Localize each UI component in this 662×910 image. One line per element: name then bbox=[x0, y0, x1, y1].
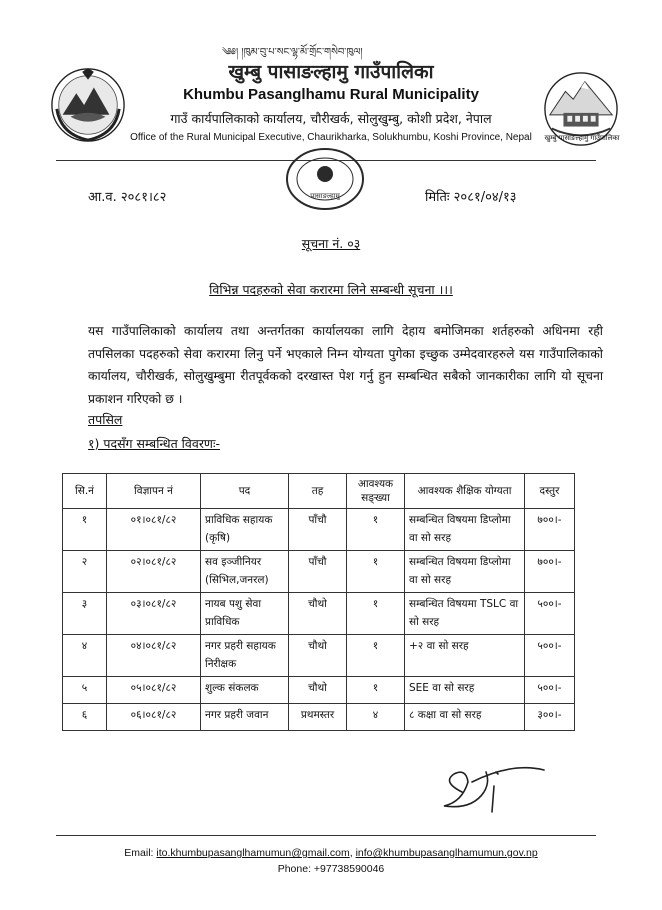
logo-caption: खुम्बु पासाङल्हामु गाउँपालिका bbox=[544, 134, 620, 142]
svg-text:पासाङल्हामु: पासाङल्हामु bbox=[310, 192, 340, 200]
header-count: आवश्यक सङ्ख्या bbox=[347, 474, 405, 509]
signature bbox=[432, 752, 552, 822]
cell-count: १ bbox=[347, 509, 405, 551]
cell-level: चौथो bbox=[289, 635, 347, 677]
cell-qualification: सम्बन्धित विषयमा डिप्लोमा वा सो सरह bbox=[405, 551, 525, 593]
cell-sn: ४ bbox=[63, 635, 107, 677]
footer-phone: Phone: +97738590046 bbox=[277, 863, 385, 875]
municipality-name-nepali: खुम्बु पासाङल्हामु गाउँपालिका bbox=[228, 61, 434, 83]
cell-fee: ५००।- bbox=[525, 593, 575, 635]
cell-fee: ३००।- bbox=[525, 704, 575, 731]
municipality-name-english: Khumbu Pasanglhamu Rural Municipality bbox=[183, 86, 479, 103]
cell-count: १ bbox=[347, 677, 405, 704]
table-row bbox=[63, 704, 575, 731]
cell-fee: ५००।- bbox=[525, 677, 575, 704]
email-link-info[interactable]: info@khumbupasanglhamumun.gov.np bbox=[355, 847, 538, 859]
office-address-nepali: गाउँ कार्यपालिकाको कार्यालय, चौरीखर्क, सोलुखुम्बु, कोशी प्रदेश, नेपाल bbox=[170, 111, 492, 126]
cell-sn: ६ bbox=[63, 704, 107, 731]
cell-post: नगर प्रहरी सहायक निरीक्षक bbox=[201, 635, 289, 677]
footer-email-line bbox=[0, 845, 662, 861]
cell-sn: १ bbox=[63, 509, 107, 551]
notice-number: सूचना नं. ०३ bbox=[301, 236, 361, 251]
email-label: Email: bbox=[124, 847, 154, 859]
cell-qualification: सम्बन्धित विषयमा TSLC वा सो सरह bbox=[405, 593, 525, 635]
cell-post: सव इञ्जीनियर (सिभिल,जनरल) bbox=[201, 551, 289, 593]
cell-qualification: +२ वा सो सरह bbox=[405, 635, 525, 677]
header-post: पद bbox=[201, 474, 289, 509]
cell-qualification: ८ कक्षा वा सो सरह bbox=[405, 704, 525, 731]
cell-post: नगर प्रहरी जवान bbox=[201, 704, 289, 731]
notice-body: यस गाउँपालिकाको कार्यालय तथा अन्तर्गतका कार्यालयका लागि देहाय बमोजिमका शर्तहरुको अधिनमा रही तपसिलका पदहरुको सेवा करारमा लिनु पर्ने भएकाले निम्न योग्यता पुगेका इच्छुक उम्मेदवारहरुले यस गाउँपालिकाको कार्यालय, चौरीखर्क, सोलुखुम्बुमा रीतपूर्वकको दरखास्त पेश गर्नु हुन सम्बन्धित सबैको जानकारीका लागि यो सूचना प्रकाशन गरिएको छ । bbox=[88, 324, 603, 406]
schedule-label: तपसिल bbox=[88, 412, 123, 427]
cell-post: नायब पशु सेवा प्राविधिक bbox=[201, 593, 289, 635]
cell-count: १ bbox=[347, 593, 405, 635]
table-row bbox=[63, 509, 575, 551]
footer-contact bbox=[0, 845, 662, 877]
header-qualification: आवश्यक शैक्षिक योग्यता bbox=[405, 474, 525, 509]
cell-post: प्राविधिक सहायक (कृषि) bbox=[201, 509, 289, 551]
cell-level: पाँचौ bbox=[289, 551, 347, 593]
table-row bbox=[63, 677, 575, 704]
cell-ad-no: ०५।०८१/८२ bbox=[107, 677, 201, 704]
cell-level: चौथो bbox=[289, 593, 347, 635]
cell-qualification: सम्बन्धित विषयमा डिप्लोमा वा सो सरह bbox=[405, 509, 525, 551]
table-row bbox=[63, 593, 575, 635]
cell-ad-no: ०१।०८१/८२ bbox=[107, 509, 201, 551]
header-sn: सि.नं bbox=[63, 474, 107, 509]
cell-sn: २ bbox=[63, 551, 107, 593]
email-link-ito[interactable]: ito.khumbupasanglhamumun@gmail.com bbox=[156, 847, 350, 859]
cell-level: चौथो bbox=[289, 677, 347, 704]
cell-sn: ३ bbox=[63, 593, 107, 635]
posts-table bbox=[62, 473, 575, 731]
cell-ad-no: ०३।०८१/८२ bbox=[107, 593, 201, 635]
cell-post: शुल्क संकलक bbox=[201, 677, 289, 704]
footer-divider bbox=[56, 835, 596, 836]
official-seal-stamp bbox=[282, 144, 368, 214]
cell-ad-no: ०४।०८१/८२ bbox=[107, 635, 201, 677]
email-separator: , bbox=[349, 847, 353, 859]
cell-qualification: SEE वा सो सरह bbox=[405, 677, 525, 704]
cell-fee: ५००।- bbox=[525, 635, 575, 677]
issue-date: मितिः २०८१/०४/१३ bbox=[425, 190, 517, 205]
table-row bbox=[63, 635, 575, 677]
table-row bbox=[63, 551, 575, 593]
tibetan-line: ༄༅། །ཁུམ་བུ་པ་སང་ལྷ་མོ་གྲོང་གསེབ་ཁུལ། bbox=[222, 47, 363, 58]
cell-count: १ bbox=[347, 635, 405, 677]
cell-count: ४ bbox=[347, 704, 405, 731]
cell-ad-no: ०६।०८१/८२ bbox=[107, 704, 201, 731]
cell-fee: ७००।- bbox=[525, 509, 575, 551]
cell-level: पाँचौ bbox=[289, 509, 347, 551]
header-fee: दस्तुर bbox=[525, 474, 575, 509]
header-level: तह bbox=[289, 474, 347, 509]
header-ad-no: विज्ञापन नं bbox=[107, 474, 201, 509]
cell-sn: ५ bbox=[63, 677, 107, 704]
office-address-english: Office of the Rural Municipal Executive, Chaurikharka, Solukhumbu, Koshi Province, Nepal bbox=[130, 132, 532, 143]
cell-count: १ bbox=[347, 551, 405, 593]
cell-fee: ७००।- bbox=[525, 551, 575, 593]
table-header-row bbox=[63, 474, 575, 509]
notice-subject: विभिन्न पदहरुको सेवा करारमा लिने सम्बन्धी सूचना ।।। bbox=[209, 282, 453, 297]
section-heading: १) पदसँग सम्बन्धित विवरणः- bbox=[88, 436, 221, 451]
fiscal-year-ref: आ.व. २०८१।८२ bbox=[88, 190, 167, 205]
cell-level: प्रथमस्तर bbox=[289, 704, 347, 731]
cell-ad-no: ०२।०८१/८२ bbox=[107, 551, 201, 593]
